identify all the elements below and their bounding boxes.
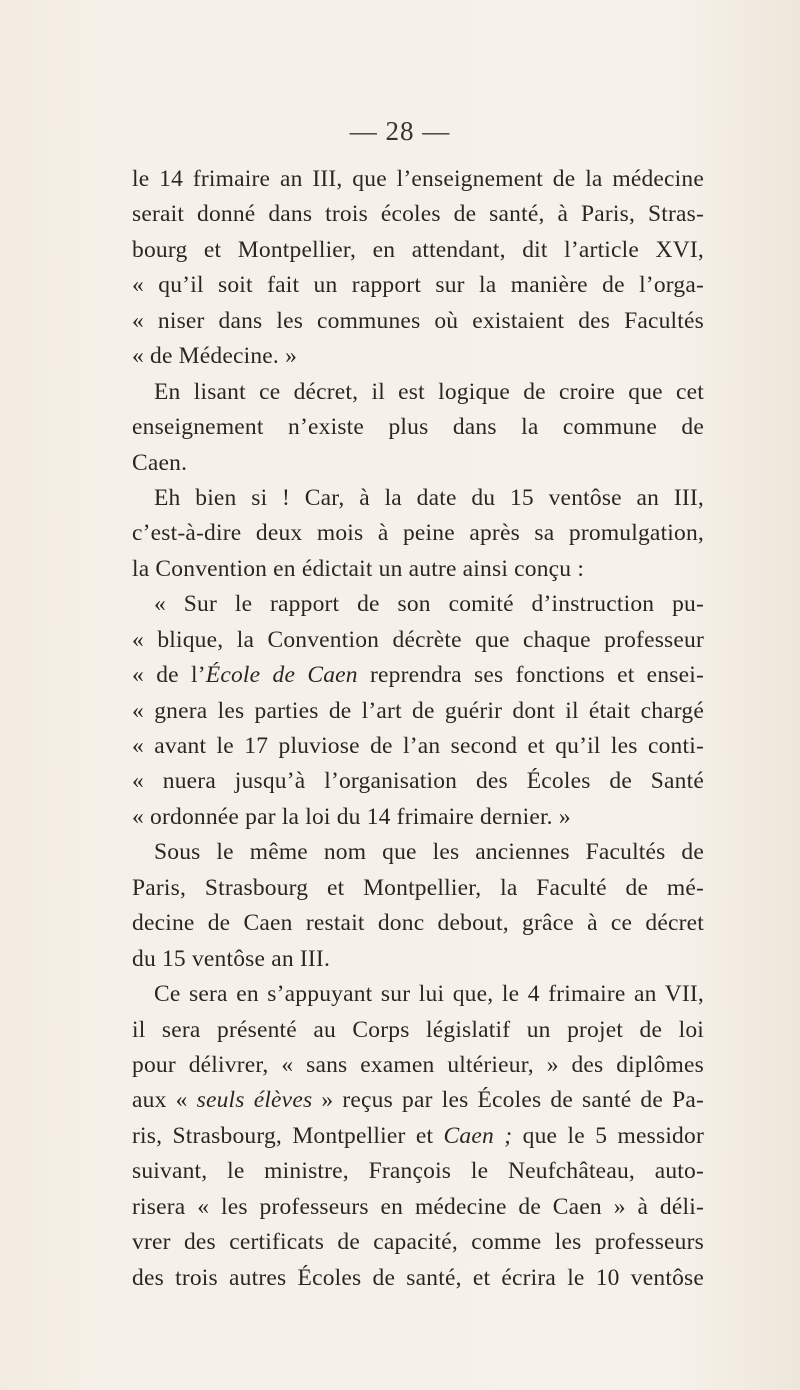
text-line: serait donné dans trois écoles de santé, à Paris, Stras- (132, 201, 704, 228)
text-line: suivant, le ministre, François le Neufchâteau, auto- (132, 1158, 704, 1185)
text-line: « qu’il soit fait un rapport sur la manière de l’orga- (132, 272, 704, 299)
text-line: En lisant ce décret, il est logique de croire que cet (154, 378, 704, 405)
text-line: « niser dans les communes où existaient des Facultés (132, 307, 704, 334)
text-line: Caen. (132, 449, 188, 476)
text-line: Ce sera en s’appuyant sur lui que, le 4 frimaire an VII, (154, 981, 704, 1008)
text-line: le 14 frimaire an III, que l’enseignement de la médecine (132, 166, 704, 192)
text-line: la Convention en édictait un autre ainsi conçu : (132, 555, 585, 582)
text-line: bourg et Montpellier, en attendant, dit l’article XVI, (132, 236, 704, 263)
page-number: — 28 — (349, 116, 451, 146)
text-line: Eh bien si ! Car, à la date du 15 ventôse an III, (154, 484, 704, 511)
text-line: il sera présenté au Corps législatif un projet de loi (132, 1016, 704, 1043)
text-line: « de Médecine. » (132, 343, 298, 370)
text-line-seuls-eleves: aux « seuls élèves » reçus par les Écoles de santé de Pa- (132, 1087, 704, 1114)
text-line-caen: ris, Strasbourg, Montpellier et Caen ; que le 5 messidor (132, 1122, 704, 1149)
text-line: « blique, la Convention décrète que chaque professeur (132, 626, 704, 653)
text-line: « avant le 17 pluviose de l’an second et qu’il les conti- (132, 733, 704, 759)
text-line: enseignement n’existe plus dans la commune de (132, 414, 704, 441)
text-line: c’est-à-dire deux mois à peine après sa promulgation, (132, 520, 704, 547)
text-line: « gnera les parties de l’art de guérir dont il était chargé (132, 697, 704, 724)
text-line: « Sur le rapport de son comité d’instruction pu- (154, 591, 704, 618)
text-line: pour délivrer, « sans examen ultérieur, » des diplômes (132, 1051, 704, 1078)
body-text (132, 162, 704, 1296)
text-line: des trois autres Écoles de santé, et écrira le 10 ventôse (132, 1264, 704, 1291)
text-line: du 15 ventôse an III. (132, 945, 331, 972)
italic-seuls-eleves: seuls élèves (196, 1087, 313, 1114)
italic-ecole-de-caen: École de Caen (205, 662, 358, 689)
text-line: Paris, Strasbourg et Montpellier, la Faculté de mé- (132, 874, 704, 901)
text-line: risera « les professeurs en médecine de Caen » à déli- (132, 1193, 704, 1220)
quote-prefix: « de l’ (132, 662, 206, 689)
text-line: decine de Caen restait donc debout, grâce à ce décret (132, 910, 704, 937)
text-line: vrer des certificats de capacité, comme les professeurs (132, 1229, 704, 1256)
text-line-ecole-de-caen (132, 658, 704, 693)
quote-suffix: reprendra ses fonctions et ensei- (357, 662, 704, 689)
text-line: « ordonnée par la loi du 14 frimaire dernier. » (132, 803, 571, 830)
text-line: « nuera jusqu’à l’organisation des Écoles de Santé (132, 768, 704, 795)
text-line: Sous le même nom que les anciennes Facultés de (154, 839, 704, 866)
italic-caen: Caen ; (443, 1122, 513, 1149)
